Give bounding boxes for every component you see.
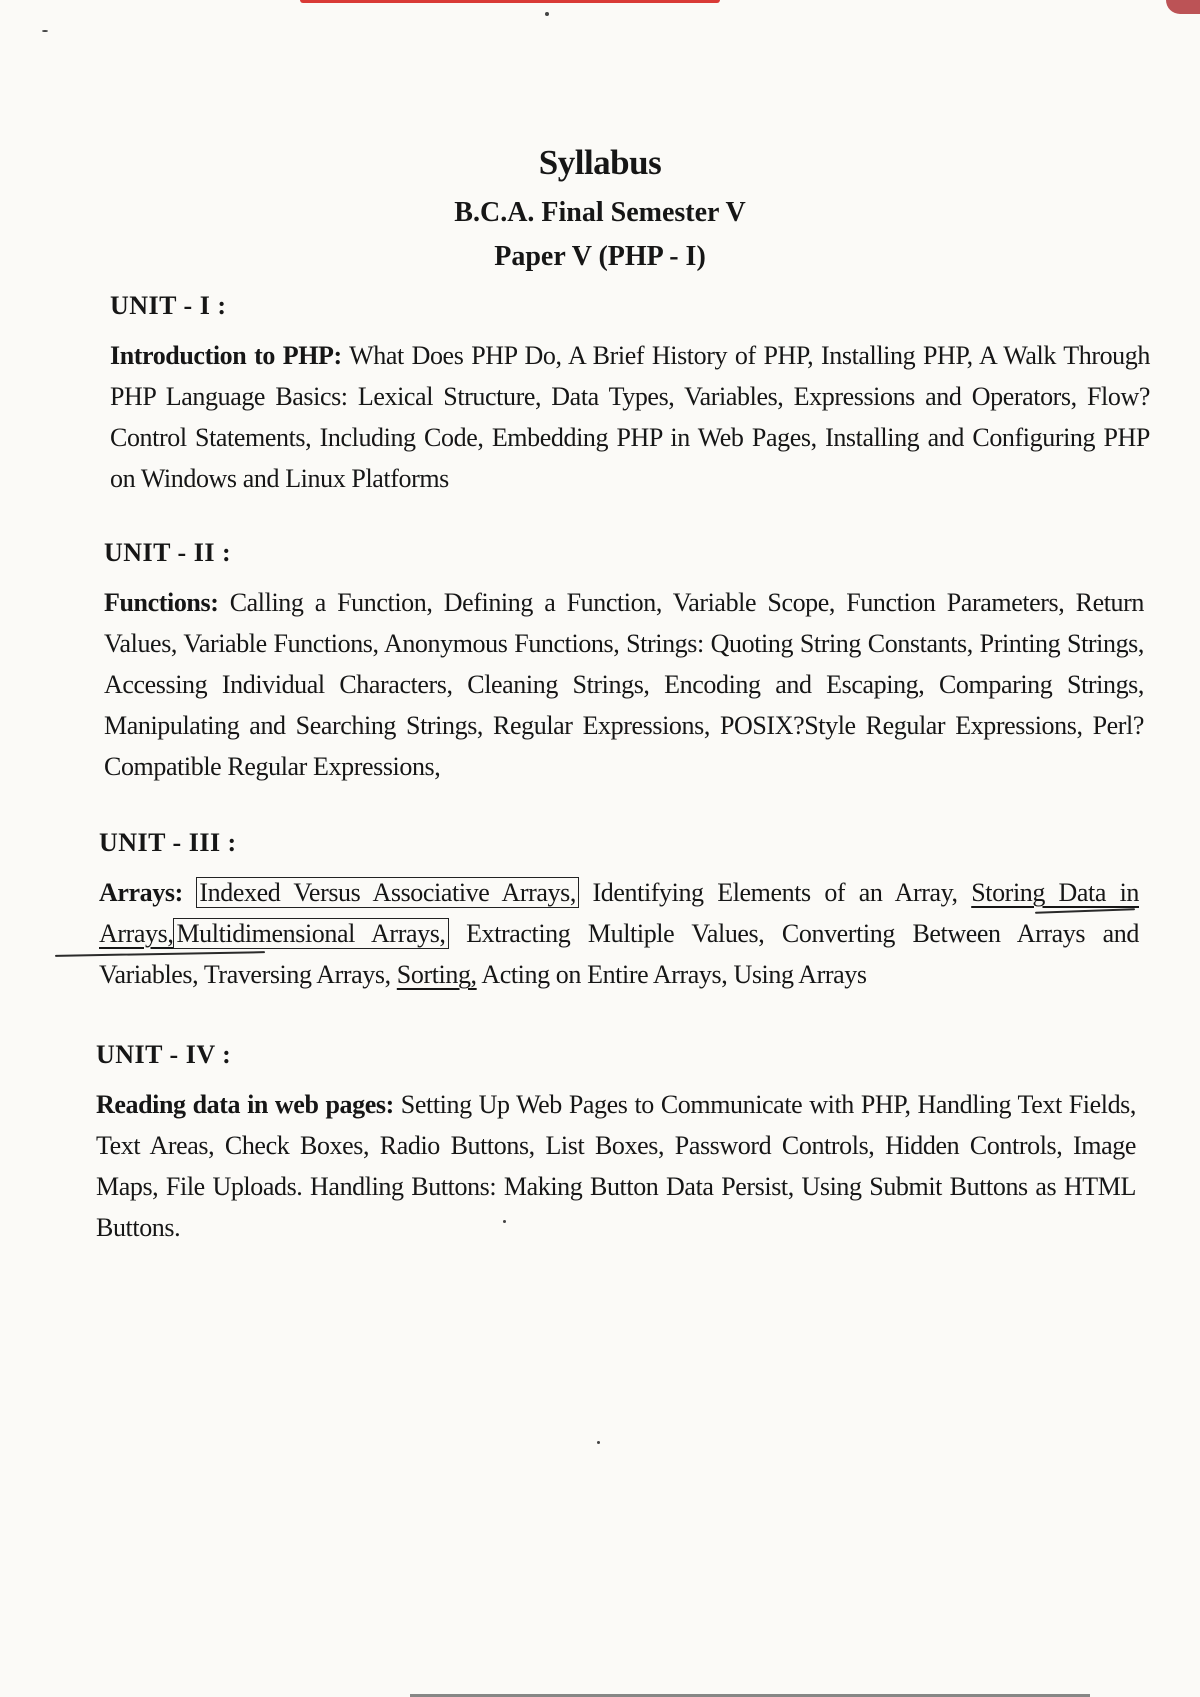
unit-body [99, 872, 1139, 995]
unit-text: Calling a Function, Defining a Function, Variable Scope, Function Parameters, Return Values, Variable Functions, Anonymous Functions, Strings: Quoting String Constants, Printing Strings, Accessing Individual Characters, Cleaning Strings, Encoding and Escaping, Comparing Strings, Manipulating and Searching Strings, Regular Expressions, POSIX?Style Regular Expressions, Perl?Compatible Regular Expressions, [104, 588, 1144, 781]
unit-heading: UNIT - I : [110, 291, 227, 320]
unit-body [110, 335, 1150, 499]
boxed-topic: Indexed Versus Associative Arrays, [196, 877, 579, 908]
unit-lead: Reading data in web pages: [96, 1090, 394, 1119]
unit-lead: Introduction to PHP: [110, 341, 342, 370]
boxed-topic: Multidimensional Arrays, [173, 918, 448, 949]
unit-body [96, 1084, 1136, 1248]
paper-speck [42, 30, 48, 32]
unit-heading: UNIT - II : [104, 538, 232, 567]
unit-text: Extracting Multiple Values, Converting Between Arrays and Variables, Traversing Arrays, [99, 919, 1139, 989]
underlined-topic: Storing Data in Arrays, [99, 878, 1139, 948]
underlined-topic: Sorting, [396, 960, 477, 989]
unit-text: Acting on Entire Arrays, Using Arrays [476, 960, 867, 989]
unit-lead: Functions: [104, 588, 219, 617]
unit-text: Setting Up Web Pages to Communicate with PHP, Handling Text Fields, Text Areas, Check Boxes, Radio Buttons, List Boxes, Password Controls, Hidden Controls, Image Maps, File Uploads. Handling Buttons: Making Button Data Persist, Using Submit Buttons as HTML Buttons. [96, 1090, 1136, 1242]
unit-body [104, 582, 1144, 787]
corner-mark [1166, 0, 1200, 14]
unit-section [104, 538, 1144, 787]
course-name: B.C.A. Final Semester V [454, 197, 746, 228]
unit-section [110, 291, 1150, 499]
paper-speck [597, 1441, 600, 1444]
unit-section [96, 1040, 1136, 1248]
unit-lead: Arrays: [99, 878, 183, 907]
paper-speck [545, 12, 549, 16]
page-title: Syllabus [538, 143, 662, 182]
unit-heading: UNIT - IV : [96, 1040, 232, 1069]
paper-name: Paper V (PHP - I) [494, 241, 706, 272]
unit-text: What Does PHP Do, A Brief History of PHP, Installing PHP, A Walk Through PHP Language Basics: Lexical Structure, Data Types, Variables, Expressions and Operators, Flow?Control Statements, Including Code, Embedding PHP in Web Pages, Installing and Configuring PHP on Windows and Linux Platforms [110, 341, 1150, 493]
unit-section [99, 828, 1139, 995]
unit-heading: UNIT - III : [99, 828, 237, 857]
top-edge-mark [300, 0, 720, 3]
unit-text: Identifying Elements of an Array, [578, 878, 972, 907]
